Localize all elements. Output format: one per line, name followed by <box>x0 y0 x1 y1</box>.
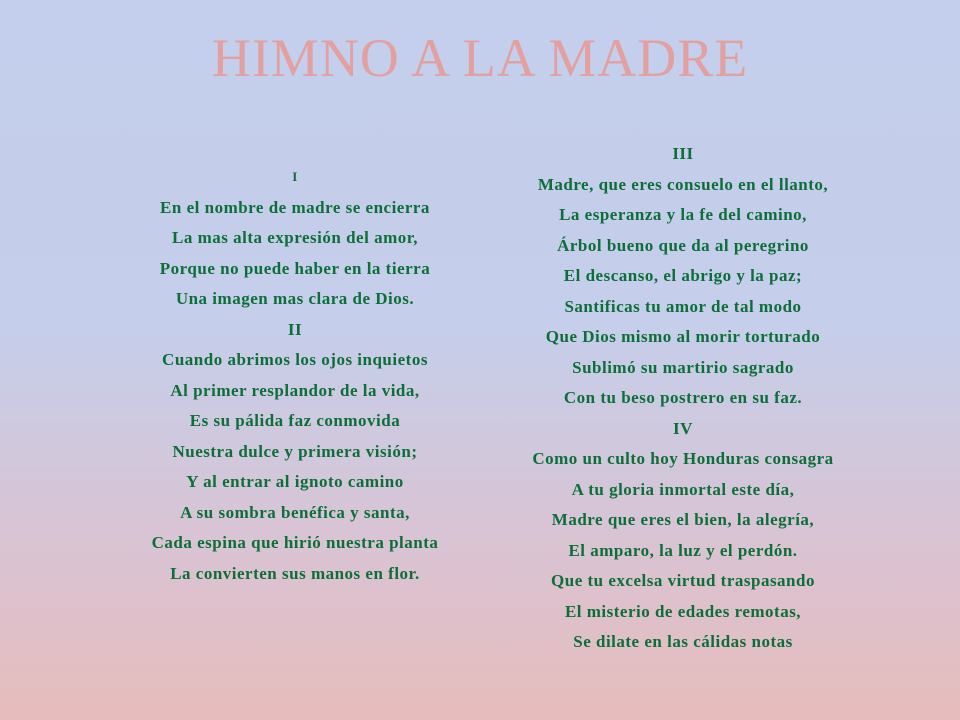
verse-line: La convierten sus manos en flor. <box>170 563 420 583</box>
verse-line: Que tu excelsa virtud traspasando <box>551 571 815 590</box>
stanza-heading-2: II <box>287 319 303 339</box>
stanza-heading-1: I <box>292 169 298 184</box>
verse-line: Madre que eres el bien, la alegría, <box>551 510 815 529</box>
verse-line: La esperanza y la fe del camino, <box>559 205 807 224</box>
verse-line: Es su pálida faz conmovida <box>189 411 401 430</box>
verse-line: Madre, que eres consuelo en el llanto, <box>537 174 829 194</box>
right-verse-column <box>483 139 883 658</box>
verse-line: Como un culto hoy Honduras consagra <box>532 449 834 468</box>
stanza-heading-3: III <box>672 144 694 163</box>
verse-line: La mas alta expresión del amor, <box>172 228 418 247</box>
verse-line: El amparo, la luz y el perdón. <box>568 540 798 560</box>
verse-line: Porque no puede haber en la tierra <box>159 258 431 278</box>
verse-line: Árbol bueno que da al peregrino <box>557 235 809 255</box>
verse-line: En el nombre de madre se encierra <box>160 197 430 217</box>
verse-line: A tu gloria inmortal este día, <box>571 479 795 499</box>
verse-line: A su sombra benéfica y santa, <box>180 502 410 522</box>
verse-line: Se dilate en las cálidas notas <box>573 632 793 651</box>
page-title: HIMNO A LA MADRE <box>211 28 749 88</box>
verse-line: Con tu beso postrero en su faz. <box>563 388 803 407</box>
verse-line: Y al entrar al ignoto camino <box>186 472 404 491</box>
verse-line: El descanso, el abrigo y la paz; <box>563 266 803 285</box>
verse-line: Sublimó su martirio sagrado <box>572 357 794 377</box>
stanza-heading-4: IV <box>673 418 693 438</box>
verse-line: Nuestra dulce y primera visión; <box>172 441 418 461</box>
verse-line: Una imagen mas clara de Dios. <box>175 289 415 308</box>
verse-line: Santificas tu amor de tal modo <box>564 296 802 316</box>
verse-line: Que Dios mismo al morir torturado <box>545 327 821 346</box>
verse-line: Cuando abrimos los ojos inquietos <box>162 350 428 369</box>
verse-line: El misterio de edades remotas, <box>564 601 802 621</box>
left-verse-column <box>95 162 495 589</box>
verse-line: Cada espina que hirió nuestra planta <box>151 533 439 552</box>
verse-line: Al primer resplandor de la vida, <box>170 380 420 400</box>
